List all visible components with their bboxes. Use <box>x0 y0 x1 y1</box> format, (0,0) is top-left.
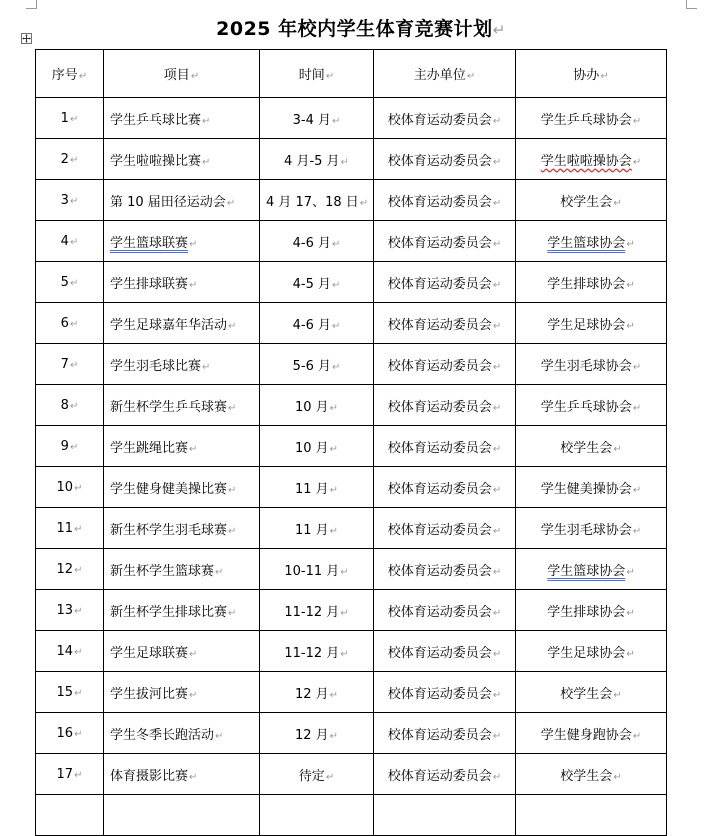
cell-time[interactable] <box>260 303 374 344</box>
cell-no-text: 8 <box>60 397 69 413</box>
cell-time-text: 3-4 月 <box>292 112 331 128</box>
paragraph-return-icon: ↵ <box>228 484 237 496</box>
cell-no[interactable] <box>36 754 104 795</box>
paragraph-return-icon: ↵ <box>492 607 502 619</box>
cell-assist[interactable] <box>516 385 667 426</box>
cell-assist-text: 校学生会 <box>560 768 613 784</box>
header-time[interactable]: 时间↵ <box>260 50 374 98</box>
cell-host[interactable] <box>374 180 516 221</box>
paragraph-return-icon: ↵ <box>69 154 79 166</box>
table-row <box>36 139 667 180</box>
cell-assist-text: 学生篮球协会 <box>547 563 626 579</box>
paragraph-return-icon: ↵ <box>492 648 502 660</box>
cell-item[interactable] <box>104 508 260 549</box>
cell-host[interactable] <box>374 713 516 754</box>
cell-host-text: 校体育运动委员会 <box>387 276 492 292</box>
cell-item-text: 学生足球联赛 <box>110 645 189 661</box>
cell-assist[interactable] <box>516 508 667 549</box>
table-row <box>36 98 667 139</box>
cell-host[interactable] <box>374 139 516 180</box>
paragraph-return-icon: ↵ <box>189 279 198 291</box>
paragraph-return-icon: ↵ <box>492 689 502 701</box>
cell-assist[interactable] <box>516 549 667 590</box>
table-row <box>36 385 667 426</box>
cell-item[interactable] <box>104 303 260 344</box>
paragraph-return-icon: ↵ <box>492 279 502 291</box>
paragraph-return-icon: ↵ <box>613 197 622 209</box>
cell-assist-text: 校学生会 <box>560 440 613 456</box>
cell-no-text: 3 <box>60 192 69 208</box>
paragraph-return-icon: ↵ <box>492 197 502 209</box>
cell-item[interactable] <box>104 590 260 631</box>
paragraph-return-icon: ↵ <box>69 441 79 453</box>
move-cross-icon[interactable] <box>21 33 32 44</box>
cell-assist-text: 学生篮球协会 <box>547 235 626 251</box>
cell-assist-text: 学生羽毛球协会 <box>540 522 632 538</box>
cell-item-text: 新生杯学生篮球赛 <box>110 563 215 579</box>
cell-host-text: 校体育运动委员会 <box>387 727 492 743</box>
paragraph-return-icon: ↵ <box>613 771 622 783</box>
paragraph-return-icon: ↵ <box>340 156 349 168</box>
paragraph-return-icon: ↵ <box>359 197 369 209</box>
cell-host-text: 校体育运动委员会 <box>387 153 492 169</box>
cell-no-text: 4 <box>60 233 69 249</box>
cell-item[interactable] <box>104 795 260 836</box>
paragraph-return-icon: ↵ <box>74 564 83 576</box>
cell-no-text: 12 <box>56 561 74 577</box>
cell-host[interactable] <box>374 385 516 426</box>
cell-assist[interactable] <box>516 139 667 180</box>
cell-time[interactable] <box>260 549 374 590</box>
cell-time[interactable] <box>260 139 374 180</box>
cell-assist[interactable] <box>516 795 667 836</box>
cell-no[interactable] <box>36 385 104 426</box>
cell-time-text: 4-5 月 <box>292 276 331 292</box>
paragraph-return-icon: ↵ <box>626 648 635 660</box>
cell-no[interactable] <box>36 98 104 139</box>
cell-time-text: 11 月 <box>294 481 329 497</box>
cell-host-text: 校体育运动委员会 <box>387 645 492 661</box>
cell-no[interactable] <box>36 139 104 180</box>
cell-item[interactable] <box>104 344 260 385</box>
cell-assist-text: 校学生会 <box>560 194 613 210</box>
paragraph-return-icon: ↵ <box>325 771 335 783</box>
paragraph-return-icon: ↵ <box>228 402 237 414</box>
cell-no[interactable] <box>36 713 104 754</box>
cell-assist-text: 学生啦啦操协会 <box>540 153 632 169</box>
cell-time-text: 12 月 <box>294 686 329 702</box>
cell-assist-text: 学生乒乓球协会 <box>540 399 632 415</box>
cell-no[interactable] <box>36 344 104 385</box>
cell-time[interactable] <box>260 344 374 385</box>
paragraph-return-icon: ↵ <box>492 115 502 127</box>
table-row <box>36 713 667 754</box>
paragraph-return-icon: ↵ <box>626 607 635 619</box>
paragraph-return-icon: ↵ <box>632 484 642 496</box>
cell-assist[interactable] <box>516 426 667 467</box>
paragraph-return-icon: ↵ <box>613 689 622 701</box>
paragraph-return-icon: ↵ <box>331 238 341 250</box>
cell-time[interactable] <box>260 754 374 795</box>
paragraph-return-icon: ↵ <box>632 730 642 742</box>
paragraph-return-icon: ↵ <box>492 402 502 414</box>
paragraph-return-icon: ↵ <box>74 687 83 699</box>
paragraph-return-icon: ↵ <box>492 443 502 455</box>
cell-host[interactable] <box>374 631 516 672</box>
paragraph-return-icon: ↵ <box>74 482 83 494</box>
cell-assist-text: 学生排球协会 <box>547 276 626 292</box>
table-row <box>36 344 667 385</box>
cell-no[interactable] <box>36 549 104 590</box>
cell-no[interactable] <box>36 508 104 549</box>
paragraph-return-icon: ↵ <box>626 238 635 250</box>
paragraph-return-icon: ↵ <box>69 359 79 371</box>
cell-host[interactable] <box>374 590 516 631</box>
cell-host-text: 校体育运动委员会 <box>387 563 492 579</box>
cell-item-text: 学生羽毛球比赛 <box>110 358 202 374</box>
cell-no[interactable] <box>36 221 104 262</box>
cell-assist-text: 学生排球协会 <box>547 604 626 620</box>
cell-no-text: 14 <box>56 643 74 659</box>
cell-item-text: 学生冬季长跑活动 <box>110 727 215 743</box>
cell-item[interactable] <box>104 549 260 590</box>
paragraph-return-icon: ↵ <box>202 156 211 168</box>
cell-no-text: 2 <box>60 151 69 167</box>
cell-time[interactable] <box>260 508 374 549</box>
paragraph-return-icon: ↵ <box>74 728 83 740</box>
cell-host[interactable] <box>374 754 516 795</box>
table-row <box>36 672 667 713</box>
paragraph-return-icon: ↵ <box>215 566 224 578</box>
cell-no-text: 10 <box>56 479 74 495</box>
table-row <box>36 590 667 631</box>
cell-item-text: 第 10 届田径运动会 <box>110 194 226 210</box>
cell-time-text: 10 月 <box>294 399 329 415</box>
cell-time[interactable] <box>260 385 374 426</box>
paragraph-return-icon: ↵ <box>632 361 642 373</box>
paragraph-return-icon: ↵ <box>340 566 349 578</box>
paragraph-return-icon: ↵ <box>632 156 642 168</box>
cell-assist[interactable] <box>516 467 667 508</box>
header-no[interactable]: 序号↵ <box>36 50 104 98</box>
cell-assist[interactable] <box>516 590 667 631</box>
cell-item-text: 学生健身健美操比赛 <box>110 481 228 497</box>
cell-time[interactable] <box>260 795 374 836</box>
document-title-line[interactable] <box>0 14 722 45</box>
paragraph-return-icon: ↵ <box>69 113 79 125</box>
cell-host[interactable] <box>374 221 516 262</box>
paragraph-return-icon: ↵ <box>340 648 349 660</box>
paragraph-return-icon: ↵ <box>69 400 79 412</box>
cell-time[interactable] <box>260 262 374 303</box>
cell-assist-text: 学生健美操协会 <box>540 481 632 497</box>
cell-host[interactable] <box>374 467 516 508</box>
cell-host-text: 校体育运动委员会 <box>387 112 492 128</box>
page-corner-mark-left <box>26 0 37 9</box>
cell-item[interactable] <box>104 180 260 221</box>
cell-host[interactable] <box>374 508 516 549</box>
cell-item[interactable] <box>104 713 260 754</box>
cell-item-text: 新生杯学生排球比赛 <box>110 604 228 620</box>
table-row <box>36 303 667 344</box>
competition-plan-table <box>35 49 667 836</box>
cell-item[interactable] <box>104 754 260 795</box>
paragraph-return-icon: ↵ <box>626 279 635 291</box>
cell-time-text: 4 月 17、18 日 <box>266 194 359 210</box>
paragraph-return-icon: ↵ <box>74 646 83 658</box>
cell-assist[interactable] <box>516 631 667 672</box>
paragraph-return-icon: ↵ <box>492 21 506 39</box>
paragraph-return-icon: ↵ <box>189 771 198 783</box>
cell-no-text: 7 <box>60 356 69 372</box>
cell-time-text: 11-12 月 <box>284 604 340 620</box>
cell-item-text: 新生杯学生乒乓球赛 <box>110 399 228 415</box>
paragraph-return-icon: ↵ <box>189 238 198 250</box>
paragraph-return-icon: ↵ <box>329 525 339 537</box>
cell-host-text: 校体育运动委员会 <box>387 317 492 333</box>
cell-no[interactable] <box>36 262 104 303</box>
cell-time-text: 11 月 <box>294 522 329 538</box>
cell-no-text: 5 <box>60 274 69 290</box>
cell-no[interactable] <box>36 180 104 221</box>
cell-item[interactable] <box>104 221 260 262</box>
header-assist[interactable]: 协办↵ <box>516 50 667 98</box>
cell-assist-text: 校学生会 <box>560 686 613 702</box>
cell-item-text: 新生杯学生羽毛球赛 <box>110 522 228 538</box>
paragraph-return-icon: ↵ <box>492 525 502 537</box>
table-body <box>36 98 667 836</box>
cell-item[interactable] <box>104 385 260 426</box>
cell-time[interactable] <box>260 426 374 467</box>
cell-time-text: 4 月-5 月 <box>284 153 340 169</box>
paragraph-return-icon: ↵ <box>492 566 502 578</box>
cell-no-text: 6 <box>60 315 69 331</box>
paragraph-return-icon: ↵ <box>228 525 237 537</box>
cell-time[interactable] <box>260 180 374 221</box>
cell-item[interactable] <box>104 426 260 467</box>
cell-no[interactable] <box>36 795 104 836</box>
paragraph-return-icon: ↵ <box>189 648 198 660</box>
cell-host-text: 校体育运动委员会 <box>387 604 492 620</box>
table-row <box>36 795 667 836</box>
paragraph-return-icon: ↵ <box>329 484 339 496</box>
cell-host[interactable] <box>374 549 516 590</box>
table-row <box>36 426 667 467</box>
cell-time[interactable] <box>260 631 374 672</box>
page-corner-mark-right <box>686 0 697 9</box>
paragraph-return-icon: ↵ <box>492 156 502 168</box>
cell-no-text: 16 <box>56 725 74 741</box>
cell-time-text: 4-6 月 <box>292 235 331 251</box>
paragraph-return-icon: ↵ <box>492 361 502 373</box>
paragraph-return-icon: ↵ <box>632 402 642 414</box>
cell-assist[interactable] <box>516 754 667 795</box>
cell-item-text: 学生乒乓球比赛 <box>110 112 202 128</box>
paragraph-return-icon: ↵ <box>492 320 502 332</box>
paragraph-return-icon: ↵ <box>228 607 237 619</box>
cell-no[interactable] <box>36 426 104 467</box>
paragraph-return-icon: ↵ <box>202 115 211 127</box>
paragraph-return-icon: ↵ <box>74 605 83 617</box>
cell-no[interactable] <box>36 303 104 344</box>
cell-host-text: 校体育运动委员会 <box>387 522 492 538</box>
paragraph-return-icon: ↵ <box>69 236 79 248</box>
cell-host[interactable] <box>374 672 516 713</box>
cell-no-text: 15 <box>56 684 74 700</box>
cell-assist-text: 学生羽毛球协会 <box>540 358 632 374</box>
cell-time-text: 10 月 <box>294 440 329 456</box>
paragraph-return-icon: ↵ <box>69 195 79 207</box>
paragraph-return-icon: ↵ <box>626 320 635 332</box>
paragraph-return-icon: ↵ <box>189 443 198 455</box>
cell-no[interactable] <box>36 467 104 508</box>
cell-host-text: 校体育运动委员会 <box>387 440 492 456</box>
cell-host[interactable] <box>374 795 516 836</box>
table-row <box>36 262 667 303</box>
cell-time[interactable] <box>260 98 374 139</box>
cell-host[interactable] <box>374 98 516 139</box>
cell-no-text: 11 <box>56 520 74 536</box>
cell-time-text: 4-6 月 <box>292 317 331 333</box>
cell-host-text: 校体育运动委员会 <box>387 358 492 374</box>
table-row <box>36 508 667 549</box>
cell-item[interactable] <box>104 672 260 713</box>
cell-time[interactable] <box>260 672 374 713</box>
table-row <box>36 631 667 672</box>
paragraph-return-icon: ↵ <box>74 769 83 781</box>
cell-assist[interactable] <box>516 98 667 139</box>
cell-assist-text: 学生乒乓球协会 <box>540 112 632 128</box>
cell-assist[interactable] <box>516 262 667 303</box>
cell-host-text: 校体育运动委员会 <box>387 194 492 210</box>
cell-item-text: 学生啦啦操比赛 <box>110 153 202 169</box>
cell-host-text: 校体育运动委员会 <box>387 235 492 251</box>
paragraph-return-icon: ↵ <box>189 689 198 701</box>
cell-host[interactable] <box>374 303 516 344</box>
header-host[interactable]: 主办单位↵ <box>374 50 516 98</box>
cell-no-text: 13 <box>56 602 74 618</box>
paragraph-return-icon: ↵ <box>228 320 237 332</box>
cell-item-text: 体育摄影比赛 <box>110 768 189 784</box>
cell-no[interactable] <box>36 631 104 672</box>
cell-host[interactable] <box>374 344 516 385</box>
cell-item[interactable] <box>104 98 260 139</box>
paragraph-return-icon: ↵ <box>492 730 502 742</box>
header-item[interactable]: 项目↵ <box>104 50 260 98</box>
paragraph-return-icon: ↵ <box>329 730 339 742</box>
cell-host-text: 校体育运动委员会 <box>387 686 492 702</box>
cell-time[interactable] <box>260 590 374 631</box>
paragraph-return-icon: ↵ <box>202 361 211 373</box>
cell-item-text: 学生篮球联赛 <box>110 235 189 251</box>
cell-assist-text: 学生足球协会 <box>547 645 626 661</box>
cell-time-text: 待定 <box>298 768 325 784</box>
paragraph-return-icon: ↵ <box>340 607 349 619</box>
document-title: 2025 年校内学生体育竞赛计划 <box>216 18 493 40</box>
cell-assist[interactable] <box>516 303 667 344</box>
cell-no-text: 9 <box>60 438 69 454</box>
paragraph-return-icon: ↵ <box>632 525 642 537</box>
cell-assist[interactable] <box>516 713 667 754</box>
table-row <box>36 221 667 262</box>
cell-host[interactable] <box>374 262 516 303</box>
cell-host-text: 校体育运动委员会 <box>387 768 492 784</box>
cell-assist[interactable] <box>516 221 667 262</box>
cell-time-text: 12 月 <box>294 727 329 743</box>
cell-assist[interactable] <box>516 344 667 385</box>
cell-item[interactable] <box>104 631 260 672</box>
cell-time-text: 5-6 月 <box>292 358 331 374</box>
cell-time[interactable] <box>260 221 374 262</box>
cell-item-text: 学生足球嘉年华活动 <box>110 317 228 333</box>
cell-assist-text: 学生足球协会 <box>547 317 626 333</box>
cell-item-text: 学生排球联赛 <box>110 276 189 292</box>
cell-item[interactable] <box>104 467 260 508</box>
cell-time[interactable] <box>260 713 374 754</box>
paragraph-return-icon: ↵ <box>329 443 339 455</box>
cell-no-text: 1 <box>60 110 69 126</box>
paragraph-return-icon: ↵ <box>492 238 502 250</box>
table-header-row <box>36 50 667 98</box>
paragraph-return-icon: ↵ <box>331 320 341 332</box>
paragraph-return-icon: ↵ <box>331 115 341 127</box>
cell-item-text: 学生跳绳比赛 <box>110 440 189 456</box>
paragraph-return-icon: ↵ <box>331 279 341 291</box>
cell-host[interactable] <box>374 426 516 467</box>
table-row <box>36 467 667 508</box>
paragraph-return-icon: ↵ <box>613 443 622 455</box>
paragraph-return-icon: ↵ <box>215 730 224 742</box>
paragraph-return-icon: ↵ <box>74 523 83 535</box>
cell-host-text: 校体育运动委员会 <box>387 481 492 497</box>
cell-item-text: 学生拔河比赛 <box>110 686 189 702</box>
table-row <box>36 549 667 590</box>
paragraph-return-icon: ↵ <box>492 771 502 783</box>
cell-time-text: 11-12 月 <box>284 645 340 661</box>
table-row <box>36 180 667 221</box>
paragraph-return-icon: ↵ <box>69 277 79 289</box>
paragraph-return-icon: ↵ <box>492 484 502 496</box>
paragraph-return-icon: ↵ <box>632 115 642 127</box>
cell-no[interactable] <box>36 590 104 631</box>
paragraph-return-icon: ↵ <box>331 361 341 373</box>
cell-no[interactable] <box>36 672 104 713</box>
cell-assist-text: 学生健身跑协会 <box>540 727 632 743</box>
cell-item[interactable] <box>104 262 260 303</box>
cell-time-text: 10-11 月 <box>284 563 340 579</box>
paragraph-return-icon: ↵ <box>329 689 339 701</box>
paragraph-return-icon: ↵ <box>329 402 339 414</box>
cell-time[interactable] <box>260 467 374 508</box>
paragraph-return-icon: ↵ <box>226 197 236 209</box>
cell-assist[interactable] <box>516 672 667 713</box>
cell-assist[interactable] <box>516 180 667 221</box>
table-row <box>36 754 667 795</box>
paragraph-return-icon: ↵ <box>626 566 635 578</box>
cell-item[interactable] <box>104 139 260 180</box>
paragraph-return-icon: ↵ <box>69 318 79 330</box>
cell-host-text: 校体育运动委员会 <box>387 399 492 415</box>
cell-no-text: 17 <box>56 766 74 782</box>
